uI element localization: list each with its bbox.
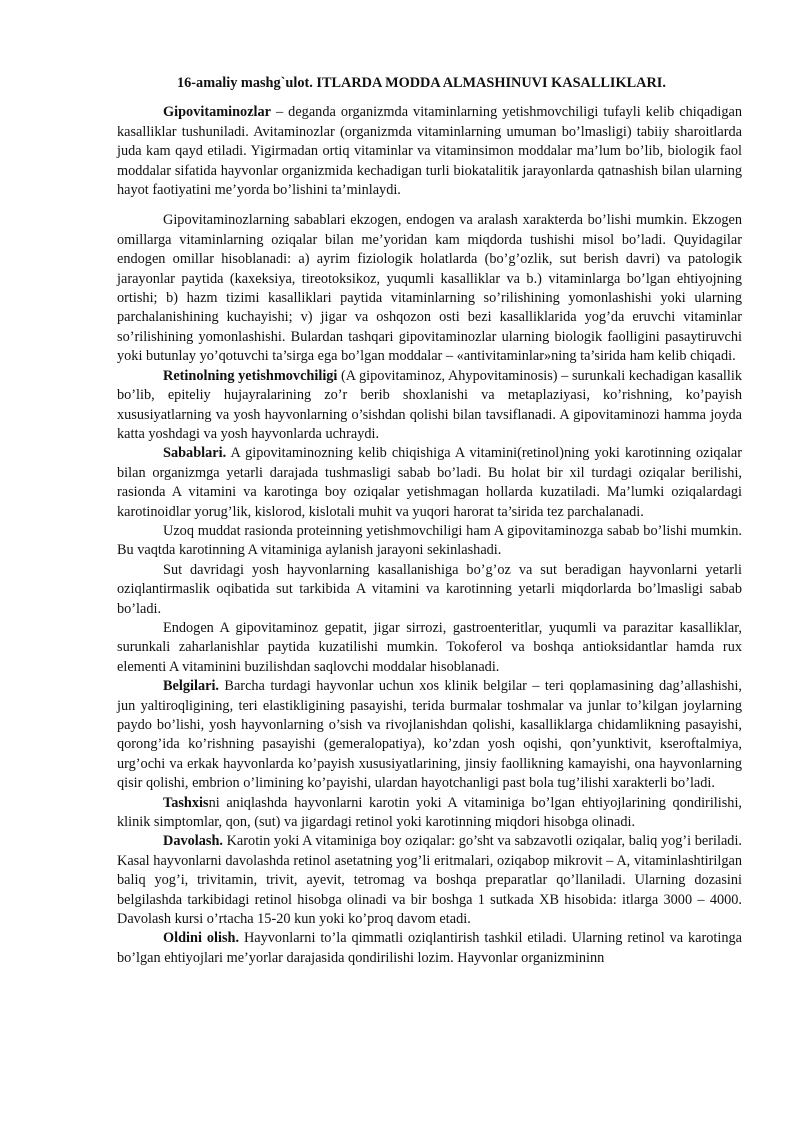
paragraph-gipovitaminozlar: Gipovitaminozlar – deganda organizmda vitaminlarning yetishmovchiligi tufayli kelib chiqadigan kasalliklar tushuniladi. Avitaminozlar (organizmda vitaminlarning umuman bo’lmasligi) tabiiy sharoitlarda juda kam qayd etiladi. Yigirmadan ortiq vitaminlar va vitaminsimon moddalar ma’lum bo’lib, biologik faol moddalar sifatida hayvonlar organizmida kechadigan turli biokatalitik jarayonlarda qatnashish bilan ularning hayot faotiyatini me’yorda bo’lishini ta’minlaydi. [117, 104, 742, 199]
paragraph-sabablari: Sabablari. A gipovitaminozning kelib chiqishiga A vitamini(retinol)ning yoki karotinning oziqalar bilan organizmga yetarli darajada tushmasligi sabab bo’ladi. Bu holat bir xil turdagi oziqalar berilishi, rasionda A vitamini va karotinga boy oziqalar yetishmagan hollarda kuzatiladi. Ma’lumki oziqalardagi karotinoidlar yorug’lik, kislorod, kislotali muhit va yuqori harorat ta’sirida tez parchalanadi. [117, 445, 742, 520]
term-oldini-olish: Oldini olish. [163, 930, 240, 947]
paragraph-davolash: Davolash. Karotin yoki A vitaminiga boy oziqalar: go’sht va sabzavotli oziqalar, baliq yog’i beriladi. Kasal hayvonlarni davolashda retinol asetatning yog’li eritmalari, oziqabop mikrovit – A, vitaminlashtirilgan baliq yog’i, trivitamin, trivit, ayevit, tetromag va boshqa preparatlar qo’llaniladi. Ularning dozasini belgilashda tarkibidagi retinol hisobga olinadi va bir boshga 1 sutkada XB hisobida: itlarga 3000 – 4000. Davolash kursi o’rtacha 15-20 kun yoki ko’proq davom etadi. [117, 833, 742, 928]
document-page [117, 74, 742, 968]
paragraph-oldini-olish: Oldini olish. Hayvonlarni to’la qimmatli oziqlantirish tashkil etiladi. Ularning retinol va karotinga bo’lgan ehtiyojlari me’yorlar darajasida qondirilishi lozim. Hayvonlar organizmininn [117, 930, 742, 966]
paragraph-belgilari: Belgilari. Barcha turdagi hayvonlar uchun xos klinik belgilar – teri qoplamasining dag’allashishi, jun yaltiroqligining, teri elastikligining pasayishi, terida burmalar toshmalar va junlar to’kilgan joylarning paydo bo’lishi, yosh hayvonlarning o’sish va rivojlanishdan qolishi, kasalliklarga chidamlikning pasayishi, qorong’ida ko’rishning pasayishi (gemeralopatiya), ko’zdan yosh oqishi, qon’yunktivit, kseroftalmiya, urg’ochi va erkak hayvonlarda ko’payish xususiyatlarining, jinsiy faollikning kamayishi, ona hayvonlarning qisir qolishi, embrion o’limining ko’payishi, ulardan hayotchanligi past bola tug’ilishi xarakterli bo’ladi. [117, 678, 742, 792]
document-title: 16-amaliy mashg`ulot. ITLARDA MODDA ALMASHINUVI KASALLIKLARI. [177, 75, 666, 91]
term-davolash: Davolash. [163, 833, 223, 850]
term-gipovitaminozlar: Gipovitaminozlar [163, 104, 272, 121]
term-sabablari: Sabablari. [163, 445, 227, 462]
paragraph-protein: Uzoq muddat rasionda proteinning yetishmovchiligi ham A gipovitaminozga sabab bo’lishi mumkin. Bu vaqtda karotinning A vitaminiga aylanish jarayoni sekinlashadi. [117, 522, 742, 559]
term-tashxis: Tashxis [163, 794, 209, 811]
term-belgilari: Belgilari. [163, 678, 219, 695]
paragraph-endogen: Endogen A gipovitaminoz gepatit, jigar sirrozi, gastroenteritlar, yuqumli va parazitar kasalliklar, surunkali zaharlanishlar paytida kuzatilishi mumkin. Tokoferol va boshqa antioksidantlar hamda rux elementi A vitaminini buzilishdan saqlovchi moddalar hisoblanadi. [117, 619, 742, 675]
paragraph-retinol: Retinolning yetishmovchiligi (A gipovitaminoz, Ahypovitaminosis) – surunkali kechadigan kasallik bo’lib, epiteliy hujayralarining zo’r berib shoxlanishi va metaplaziyasi, ko’rishning, ko’payish xususiyatlarning va yosh hayvonlarning o’sishdan qolishi bilan tavsiflanadi. A gipovitaminozi hamma joyda katta yoshdagi va yosh hayvonlarda uchraydi. [117, 367, 742, 442]
paragraph-tashxis: Tashxisni aniqlashda hayvonlarni karotin yoki A vitaminiga bo’lgan ehtiyojlarining qondirilishi, klinik simptomlar, qon, (sut) va jigardagi retinol yoki karotinning miqdori hisobga olinadi. [117, 794, 742, 831]
paragraph-sut-davri: Sut davridagi yosh hayvonlarning kasallanishiga bo’g’oz va sut beradigan hayvonlarni yetarli oziqlantirmaslik oqibatida sut tarkibida A vitamini va karotinning yetarli miqdorlarda bo’lmasligi sabab bo’ladi. [117, 561, 742, 617]
term-retinol: Retinolning yetishmovchiligi [163, 367, 338, 384]
paragraph-sabablari-intro: Gipovitaminozlarning sabablari ekzogen, endogen va aralash xarakterda bo’lishi mumkin. Ekzogen omillarga vitaminlarning oziqalar bilan me’yoridan kam miqdorda tushishi misol bo’ladi. Quyidagilar endogen omillar hisoblanadi: a) ayrim fiziologik holatlarda (bo’g’ozlik, sut berish davri) va patologik jarayonlar paytida (kaxeksiya, tireotoksikoz, yuqumli kasalliklar va b.) vitaminlarga bo’lgan ehtiyojning ortishi; b) hazm tizimi kasalliklari paytida vitaminlarning so’rilishining yomonlashishi yoki ularning parchalanishining kuchayishi; v) jigar va oshqozon osti bezi kasalliklarida yog’da eruvchi vitaminlar so’rilishining yomonlashishi. Bulardan tashqari gipovitaminozlar ularning biologik faolligini pasaytiruvchi yoki butunlay yo’qotuvchi ta’sirga ega bo’lgan moddalar – «antivitaminlar»ning ta’sirida ham kelib chiqadi. [117, 212, 742, 365]
